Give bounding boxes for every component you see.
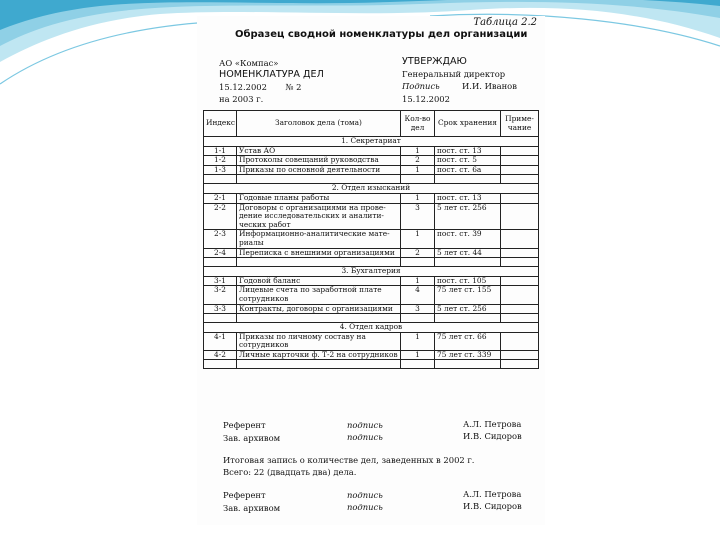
section-row xyxy=(204,137,539,147)
cell-retention: пост. ст. 5 xyxy=(435,156,501,166)
table-row xyxy=(204,146,539,156)
approval-header: УТВЕРЖДАЮ xyxy=(402,56,467,67)
ref-role-2: Референт xyxy=(223,490,266,500)
cell-title: Протоколы совещаний руководства xyxy=(237,156,401,166)
spacer-cell xyxy=(435,258,501,267)
ref-signature-1: подпись xyxy=(347,420,383,430)
cell-index: 2-3 xyxy=(204,230,237,248)
cell-retention: пост. ст. 105 xyxy=(435,276,501,286)
table-row xyxy=(204,156,539,166)
cell-index: 2-4 xyxy=(204,248,237,258)
cell-retention: пост. ст. 6а xyxy=(435,165,501,175)
spacer-cell xyxy=(204,314,237,323)
col-header-title: Заголовок дела (тома) xyxy=(237,111,401,137)
spacer-cell xyxy=(435,175,501,184)
cell-title: Информационно-аналитические мате-риалы xyxy=(237,230,401,248)
cell-retention: пост. ст. 13 xyxy=(435,146,501,156)
col-header-index: Индекс xyxy=(204,111,237,137)
cell-title: Приказы по личному составу на сотрудников xyxy=(237,332,401,350)
cell-title: Устав АО xyxy=(237,146,401,156)
cell-retention: пост. ст. 39 xyxy=(435,230,501,248)
ref-name-2: А.Л. Петрова xyxy=(463,489,522,499)
cell-note xyxy=(501,193,539,203)
spacer-cell xyxy=(204,258,237,267)
cell-retention: 75 лет ст. 339 xyxy=(435,350,501,360)
archive-role-1: Зав. архивом xyxy=(223,433,281,443)
table-row xyxy=(204,230,539,248)
cell-index: 4-2 xyxy=(204,350,237,360)
cell-index: 2-2 xyxy=(204,203,237,230)
cell-index: 1-3 xyxy=(204,165,237,175)
doc-year: на 2003 г. xyxy=(219,94,264,104)
final-record-line2: Всего: 22 (двадцать два) дела. xyxy=(223,467,357,477)
cell-note xyxy=(501,350,539,360)
section-row xyxy=(204,184,539,194)
spacer-cell xyxy=(237,258,401,267)
section-row xyxy=(204,267,539,277)
cell-index: 3-3 xyxy=(204,304,237,314)
approval-signature: Подпись xyxy=(402,81,440,91)
cell-title: Личные карточки ф. Т-2 на сотрудников xyxy=(237,350,401,360)
cell-note xyxy=(501,146,539,156)
spacer-cell xyxy=(401,360,435,369)
cell-title: Лицевые счета по заработной плате сотрудников xyxy=(237,286,401,304)
section-title: 2. Отдел изысканий xyxy=(204,184,539,194)
approval-signer: И.И. Иванов xyxy=(462,81,517,91)
cell-title: Годовые планы работы xyxy=(237,193,401,203)
cell-note xyxy=(501,230,539,248)
table-row xyxy=(204,165,539,175)
table-row xyxy=(204,286,539,304)
table-row xyxy=(204,203,539,230)
cell-note xyxy=(501,165,539,175)
cell-count: 1 xyxy=(401,230,435,248)
cell-note xyxy=(501,304,539,314)
cell-count: 1 xyxy=(401,146,435,156)
cell-count: 4 xyxy=(401,286,435,304)
doc-type: НОМЕНКЛАТУРА ДЕЛ xyxy=(219,69,324,80)
org-name: АО «Компас» xyxy=(219,58,279,68)
section-row xyxy=(204,323,539,333)
col-header-count: Кол-во дел xyxy=(401,111,435,137)
archive-name-1: И.В. Сидоров xyxy=(463,431,522,441)
spacer-cell xyxy=(501,258,539,267)
cell-count: 3 xyxy=(401,203,435,230)
cell-index: 3-2 xyxy=(204,286,237,304)
cell-count: 1 xyxy=(401,165,435,175)
archive-name-2: И.В. Сидоров xyxy=(463,501,522,511)
archive-role-2: Зав. архивом xyxy=(223,503,281,513)
cell-retention: 5 лет ст. 256 xyxy=(435,304,501,314)
cell-note xyxy=(501,276,539,286)
cell-title: Годовой баланс xyxy=(237,276,401,286)
cell-index: 2-1 xyxy=(204,193,237,203)
document-title: Образец сводной номенклатуры дел организации xyxy=(235,29,528,40)
spacer-cell xyxy=(401,314,435,323)
cell-note xyxy=(501,203,539,230)
cell-count: 2 xyxy=(401,156,435,166)
table-row xyxy=(204,248,539,258)
spacer-row xyxy=(204,314,539,323)
table-row xyxy=(204,350,539,360)
table-row xyxy=(204,276,539,286)
spacer-cell xyxy=(501,314,539,323)
approval-date: 15.12.2002 xyxy=(402,94,450,104)
ref-role-1: Референт xyxy=(223,420,266,430)
table-number-label: Таблица 2.2 xyxy=(473,17,537,28)
doc-date-number: 15.12.2002 № 2 xyxy=(219,82,302,92)
cell-title: Договоры с организациями на прове-дение исследовательских и аналити-ческих работ xyxy=(237,203,401,230)
col-header-retention: Срок хранения xyxy=(435,111,501,137)
section-title: 3. Бухгалтерия xyxy=(204,267,539,277)
archive-signature-1: подпись xyxy=(347,432,383,442)
spacer-cell xyxy=(435,314,501,323)
cell-retention: 5 лет ст. 44 xyxy=(435,248,501,258)
cell-retention: 75 лет ст. 66 xyxy=(435,332,501,350)
section-title: 1. Секретариат xyxy=(204,137,539,147)
cell-count: 1 xyxy=(401,276,435,286)
spacer-cell xyxy=(237,360,401,369)
cell-count: 3 xyxy=(401,304,435,314)
col-header-note: Приме-чание xyxy=(501,111,539,137)
spacer-row xyxy=(204,175,539,184)
table-header-row xyxy=(204,111,539,137)
cell-title: Контракты, договоры с организациями xyxy=(237,304,401,314)
cell-note xyxy=(501,332,539,350)
spacer-cell xyxy=(501,360,539,369)
table-row xyxy=(204,304,539,314)
spacer-cell xyxy=(204,175,237,184)
cell-count: 1 xyxy=(401,193,435,203)
cell-title: Переписка с внешними организациями xyxy=(237,248,401,258)
final-record-line1: Итоговая запись о количестве дел, заведенных в 2002 г. xyxy=(223,455,475,465)
cell-retention: 5 лет ст. 256 xyxy=(435,203,501,230)
cell-count: 2 xyxy=(401,248,435,258)
cell-note xyxy=(501,156,539,166)
cell-retention: пост. ст. 13 xyxy=(435,193,501,203)
cell-index: 1-2 xyxy=(204,156,237,166)
document-page xyxy=(197,16,545,525)
spacer-row xyxy=(204,360,539,369)
cell-note xyxy=(501,248,539,258)
cell-index: 3-1 xyxy=(204,276,237,286)
cell-title: Приказы по основной деятельности xyxy=(237,165,401,175)
nomenclature-table xyxy=(203,110,539,369)
spacer-cell xyxy=(501,175,539,184)
table-row xyxy=(204,332,539,350)
spacer-row xyxy=(204,258,539,267)
spacer-cell xyxy=(435,360,501,369)
section-title: 4. Отдел кадров xyxy=(204,323,539,333)
table-row xyxy=(204,193,539,203)
ref-signature-2: подпись xyxy=(347,490,383,500)
archive-signature-2: подпись xyxy=(347,502,383,512)
cell-retention: 75 лет ст. 155 xyxy=(435,286,501,304)
cell-index: 4-1 xyxy=(204,332,237,350)
spacer-cell xyxy=(401,258,435,267)
spacer-cell xyxy=(237,175,401,184)
spacer-cell xyxy=(401,175,435,184)
spacer-cell xyxy=(204,360,237,369)
approval-position: Генеральный директор xyxy=(402,69,506,79)
cell-count: 1 xyxy=(401,350,435,360)
ref-name-1: А.Л. Петрова xyxy=(463,419,522,429)
spacer-cell xyxy=(237,314,401,323)
cell-count: 1 xyxy=(401,332,435,350)
cell-index: 1-1 xyxy=(204,146,237,156)
cell-note xyxy=(501,286,539,304)
